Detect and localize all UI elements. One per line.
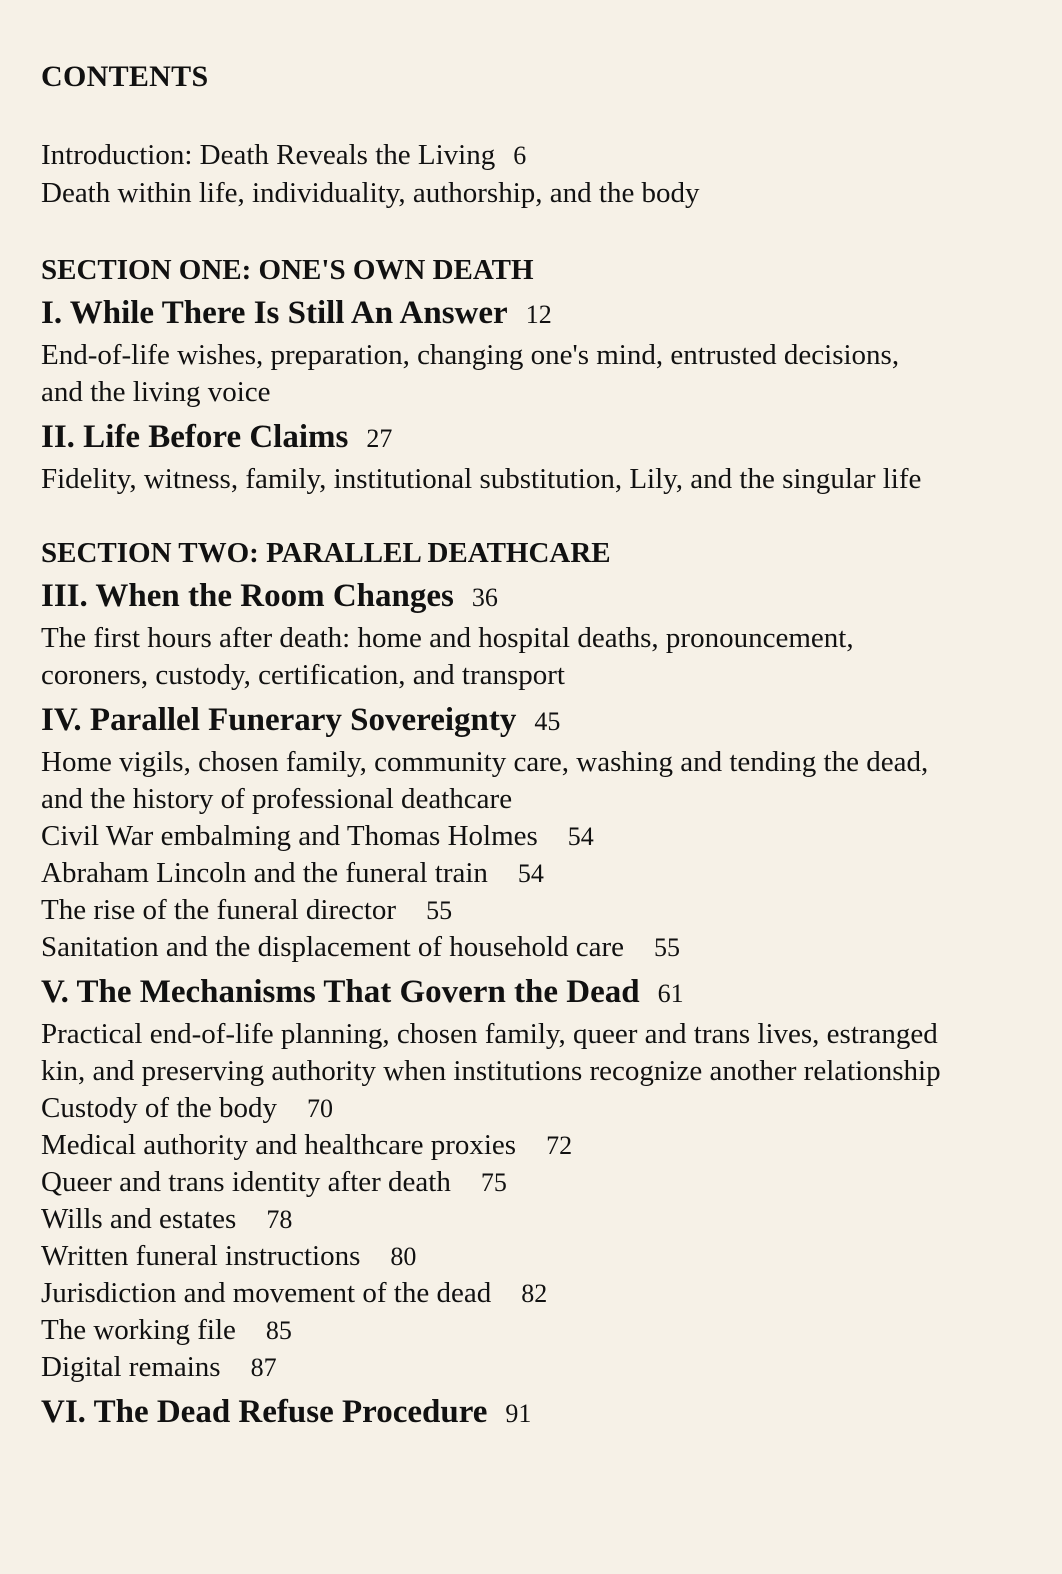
intro-entry[interactable]	[41, 136, 1022, 212]
subentry[interactable]	[41, 929, 1022, 966]
subentry-page-number: 72	[546, 1131, 573, 1160]
chapter-2-title: II. Life Before Claims	[41, 419, 349, 455]
subentry-page-number: 54	[517, 859, 544, 888]
chapter-3-title-line	[41, 574, 1022, 620]
subentry-label: The working file	[41, 1314, 236, 1346]
chapter-5-page-number: 61	[657, 979, 684, 1008]
subentry[interactable]	[41, 855, 1022, 892]
intro-title-line	[41, 136, 1022, 175]
subentry-page-number: 78	[266, 1205, 293, 1234]
chapter-1[interactable]	[41, 291, 1022, 411]
chapter-2-page-number: 27	[366, 424, 393, 453]
chapter-3-description: The first hours after death: home and hospital deaths, pronouncement, coroners, custody, certification, and transport	[41, 622, 854, 691]
subentry[interactable]	[41, 1238, 1022, 1275]
section-two-heading: SECTION TWO: PARALLEL DEATHCARE	[41, 537, 611, 569]
chapter-1-page-number: 12	[525, 300, 552, 329]
chapter-6-title: VI. The Dead Refuse Procedure	[41, 1394, 488, 1430]
chapter-4-page-number: 45	[534, 707, 561, 736]
subentry[interactable]	[41, 818, 1022, 855]
subentry-page-number: 75	[480, 1168, 507, 1197]
chapter-2-description: Fidelity, witness, family, institutional substitution, Lily, and the singular life	[41, 463, 922, 495]
subentry-label: Sanitation and the displacement of household care	[41, 931, 625, 963]
chapter-2[interactable]	[41, 415, 1022, 498]
subentry-page-number: 82	[521, 1279, 548, 1308]
chapter-6[interactable]	[41, 1390, 1022, 1436]
subentry-label: Medical authority and healthcare proxies	[41, 1129, 517, 1161]
chapter-2-title-line	[41, 415, 1022, 461]
chapter-3-title: III. When the Room Changes	[41, 578, 454, 614]
page-title: CONTENTS	[41, 60, 209, 93]
subentry-label: Civil War embalming and Thomas Holmes	[41, 820, 538, 852]
intro-description: Death within life, individuality, authorship, and the body	[41, 177, 700, 209]
section-one	[41, 253, 1022, 498]
subentry-label: Jurisdiction and movement of the dead	[41, 1277, 492, 1309]
chapter-4-title: IV. Parallel Funerary Sovereignty	[41, 702, 517, 738]
subentry[interactable]	[41, 1127, 1022, 1164]
chapter-6-page-number: 91	[505, 1399, 532, 1428]
subentry-page-number: 70	[307, 1094, 334, 1123]
subentry-page-number: 80	[390, 1242, 417, 1271]
chapter-5-title: V. The Mechanisms That Govern the Dead	[41, 974, 640, 1010]
chapter-6-title-line	[41, 1390, 1022, 1436]
chapter-5-description: Practical end-of-life planning, chosen family, queer and trans lives, estranged kin, and preserving authority when institutions recognize another relationship	[41, 1018, 941, 1087]
subentry-label: Written funeral instructions	[41, 1240, 361, 1272]
chapter-3[interactable]	[41, 574, 1022, 694]
subentry-page-number: 54	[567, 822, 594, 851]
chapter-4[interactable]	[41, 698, 1022, 966]
chapter-1-title: I. While There Is Still An Answer	[41, 295, 508, 331]
subentry[interactable]	[41, 1164, 1022, 1201]
subentry[interactable]	[41, 892, 1022, 929]
subentry[interactable]	[41, 1275, 1022, 1312]
subentry-label: Queer and trans identity after death	[41, 1166, 451, 1198]
section-two	[41, 536, 1022, 1436]
subentry-label: Abraham Lincoln and the funeral train	[41, 857, 488, 889]
chapter-5-title-line	[41, 970, 1022, 1016]
subentry-page-number: 87	[250, 1353, 277, 1382]
intro-page-number: 6	[513, 141, 527, 170]
chapter-5[interactable]	[41, 970, 1022, 1386]
intro-title: Introduction: Death Reveals the Living	[41, 139, 496, 171]
subentry-page-number: 55	[654, 933, 681, 962]
chapter-4-description: Home vigils, chosen family, community care, washing and tending the dead, and the history of professional deathcare	[41, 746, 929, 815]
subentry-page-number: 85	[265, 1316, 292, 1345]
subentry[interactable]	[41, 1349, 1022, 1386]
chapter-1-description: End-of-life wishes, preparation, changing one's mind, entrusted decisions, and the living voice	[41, 339, 900, 408]
subentry[interactable]	[41, 1201, 1022, 1238]
subentry-label: Digital remains	[41, 1351, 221, 1383]
subentry-label: Custody of the body	[41, 1092, 278, 1124]
section-one-heading: SECTION ONE: ONE'S OWN DEATH	[41, 254, 534, 286]
subentry-label: Wills and estates	[41, 1203, 237, 1235]
chapter-4-title-line	[41, 698, 1022, 744]
subentry-page-number: 55	[426, 896, 453, 925]
subentry-label: The rise of the funeral director	[41, 894, 397, 926]
subentry[interactable]	[41, 1312, 1022, 1349]
chapter-3-page-number: 36	[471, 583, 498, 612]
subentry[interactable]	[41, 1090, 1022, 1127]
chapter-1-title-line	[41, 291, 1022, 337]
